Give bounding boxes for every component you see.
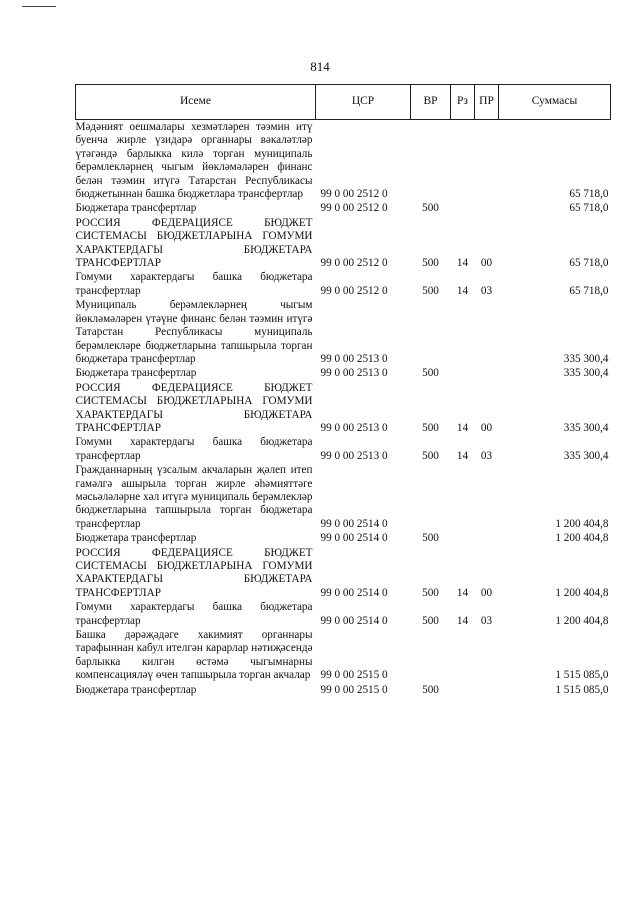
row-csr: 99 0 00 2512 0 bbox=[320, 284, 388, 297]
row-pr bbox=[475, 628, 499, 683]
row-csr: 99 0 00 2513 0 bbox=[320, 449, 388, 462]
row-name: Бюджетара трансфертлар bbox=[75, 683, 197, 696]
row-name: Гомуми характердагы башка бюджетара трансфертлар bbox=[75, 601, 313, 627]
row-name: Гражданнарның үзсалым акчаларын җәлеп итеп гамәлгә ашырыла торган жирле әһәмияттәге мәсьәләләрне хәл итүгә муниципаль берәмлекләр бюджетларына тапшырыла торган бюджетара трансфертлар bbox=[75, 464, 313, 530]
table-row bbox=[76, 546, 611, 601]
row-name: РОССИЯ ФЕДЕРАЦИЯСЕ БЮДЖЕТ СИСТЕМАСЫ БЮДЖЕТЛАРЫНА ГОМУМИ ХАРАКТЕРДАГЫ БЮДЖЕТАРА ТРАНСФЕРТЛАР bbox=[75, 216, 313, 270]
row-csr: 99 0 00 2515 0 bbox=[320, 669, 388, 682]
table-row bbox=[76, 435, 611, 463]
header-name: Исеме bbox=[76, 85, 316, 120]
page-number: 814 bbox=[310, 59, 330, 74]
row-rz: 14 bbox=[456, 586, 469, 599]
row-vr bbox=[411, 463, 451, 531]
row-sum: 65 718,0 bbox=[569, 188, 609, 201]
row-pr bbox=[475, 531, 499, 545]
row-pr: 00 bbox=[480, 257, 493, 270]
row-csr: 99 0 00 2514 0 bbox=[320, 532, 388, 545]
row-name: Муниципаль берәмлекләрнең чыгым йөкләмәләрен үтәүне финанс белән тәэмин итүгә Татарстан Республикасы муниципаль берәмлекләре бюджетларына тапшырыла торган бюджетара трансфертлар bbox=[75, 299, 313, 365]
row-sum: 335 300,4 bbox=[563, 421, 609, 434]
row-pr bbox=[475, 366, 499, 380]
table-header-row bbox=[76, 85, 611, 120]
row-sum: 335 300,4 bbox=[563, 352, 609, 365]
row-rz: 14 bbox=[456, 614, 469, 627]
row-name: Гомуми характердагы башка бюджетара трансфертлар bbox=[75, 436, 313, 462]
row-csr: 99 0 00 2512 0 bbox=[320, 202, 388, 215]
row-sum: 65 718,0 bbox=[569, 257, 609, 270]
row-pr: 00 bbox=[480, 586, 493, 599]
row-vr: 500 bbox=[422, 421, 439, 434]
header-sum: Суммасы bbox=[499, 85, 611, 120]
row-vr bbox=[411, 120, 451, 202]
row-pr: 00 bbox=[480, 421, 493, 434]
row-sum: 1 200 404,8 bbox=[555, 517, 609, 530]
row-vr: 500 bbox=[422, 614, 439, 627]
row-name: Бюджетара трансфертлар bbox=[75, 532, 197, 545]
row-rz: 14 bbox=[456, 449, 469, 462]
row-name: Мәдәният оешмалары хезмәтләрен тәэмин итү буенча жирле үзидарә органнары вәкаләтләр үтәгәндә барлыкка килә торган муниципаль берәмлекләрнең чыгым йөкләмәләрен финанс белән тәэмин итүгә Татарстан Республикасы бюджетыннан башка бюджетлара трансфертлар bbox=[75, 121, 313, 201]
row-rz bbox=[451, 298, 475, 366]
row-csr: 99 0 00 2512 0 bbox=[320, 257, 388, 270]
top-rule bbox=[22, 6, 56, 7]
table-row bbox=[76, 463, 611, 531]
row-pr bbox=[475, 201, 499, 215]
row-csr: 99 0 00 2514 0 bbox=[320, 586, 388, 599]
row-pr bbox=[475, 120, 499, 202]
row-rz bbox=[451, 463, 475, 531]
row-rz bbox=[451, 201, 475, 215]
row-sum: 65 718,0 bbox=[569, 202, 609, 215]
row-vr: 500 bbox=[422, 257, 439, 270]
row-rz bbox=[451, 531, 475, 545]
row-name: РОССИЯ ФЕДЕРАЦИЯСЕ БЮДЖЕТ СИСТЕМАСЫ БЮДЖЕТЛАРЫНА ГОМУМИ ХАРАКТЕРДАГЫ БЮДЖЕТАРА ТРАНСФЕРТЛАР bbox=[75, 546, 313, 599]
table-row bbox=[76, 216, 611, 271]
budget-table bbox=[75, 84, 611, 697]
row-csr: 99 0 00 2515 0 bbox=[320, 683, 388, 696]
table-row bbox=[76, 270, 611, 298]
row-pr: 03 bbox=[480, 284, 493, 297]
row-rz: 14 bbox=[456, 284, 469, 297]
row-vr: 500 bbox=[422, 284, 439, 297]
row-rz bbox=[451, 628, 475, 683]
row-csr: 99 0 00 2513 0 bbox=[320, 421, 388, 434]
row-vr: 500 bbox=[422, 532, 439, 545]
row-pr: 03 bbox=[480, 449, 493, 462]
table-row bbox=[76, 531, 611, 545]
row-pr bbox=[475, 463, 499, 531]
table-row bbox=[76, 381, 611, 436]
header-rz: Рз bbox=[451, 85, 475, 120]
row-csr: 99 0 00 2514 0 bbox=[320, 517, 388, 530]
header-csr: ЦСР bbox=[316, 85, 411, 120]
table-row bbox=[76, 120, 611, 202]
row-sum: 1 515 085,0 bbox=[555, 669, 609, 682]
row-vr bbox=[411, 628, 451, 683]
table-row bbox=[76, 366, 611, 380]
header-vr: ВР bbox=[411, 85, 451, 120]
row-sum: 335 300,4 bbox=[563, 367, 609, 380]
table-row bbox=[76, 201, 611, 215]
row-csr: 99 0 00 2513 0 bbox=[320, 367, 388, 380]
row-name: Башка дәрәҗәдәге хакимият органнары тарафыннан кабул ителгән карарлар нәтиҗәсендә барлыкка килгән өстәмә чыгымнарны компенсацияләү өчен тапшырыла торган акчалар bbox=[75, 629, 313, 682]
row-sum: 65 718,0 bbox=[569, 284, 609, 297]
table-row bbox=[76, 600, 611, 628]
row-rz: 14 bbox=[456, 421, 469, 434]
row-csr: 99 0 00 2514 0 bbox=[320, 614, 388, 627]
row-vr: 500 bbox=[422, 367, 439, 380]
row-name: Бюджетара трансфертлар bbox=[75, 202, 197, 215]
row-pr: 03 bbox=[480, 614, 493, 627]
row-csr: 99 0 00 2512 0 bbox=[320, 188, 388, 201]
row-vr: 500 bbox=[422, 683, 439, 696]
row-pr bbox=[475, 683, 499, 697]
row-name: Гомуми характердагы башка бюджетара трансфертлар bbox=[75, 271, 313, 297]
row-sum: 1 200 404,8 bbox=[555, 586, 609, 599]
row-sum: 335 300,4 bbox=[563, 449, 609, 462]
row-rz bbox=[451, 366, 475, 380]
row-vr: 500 bbox=[422, 449, 439, 462]
row-vr bbox=[411, 298, 451, 366]
row-pr bbox=[475, 298, 499, 366]
table-row bbox=[76, 298, 611, 366]
row-vr: 500 bbox=[422, 586, 439, 599]
row-rz: 14 bbox=[456, 257, 469, 270]
table-row bbox=[76, 683, 611, 697]
row-name: Бюджетара трансфертлар bbox=[75, 367, 197, 380]
row-rz bbox=[451, 120, 475, 202]
row-csr: 99 0 00 2513 0 bbox=[320, 352, 388, 365]
row-vr: 500 bbox=[422, 202, 439, 215]
row-rz bbox=[451, 683, 475, 697]
header-pr: ПР bbox=[475, 85, 499, 120]
row-sum: 1 200 404,8 bbox=[555, 532, 609, 545]
row-sum: 1 515 085,0 bbox=[555, 683, 609, 696]
row-name: РОССИЯ ФЕДЕРАЦИЯСЕ БЮДЖЕТ СИСТЕМАСЫ БЮДЖЕТЛАРЫНА ГОМУМИ ХАРАКТЕРДАГЫ БЮДЖЕТАРА ТРАНСФЕРТЛАР bbox=[75, 381, 313, 434]
row-sum: 1 200 404,8 bbox=[555, 614, 609, 627]
table-row bbox=[76, 628, 611, 683]
